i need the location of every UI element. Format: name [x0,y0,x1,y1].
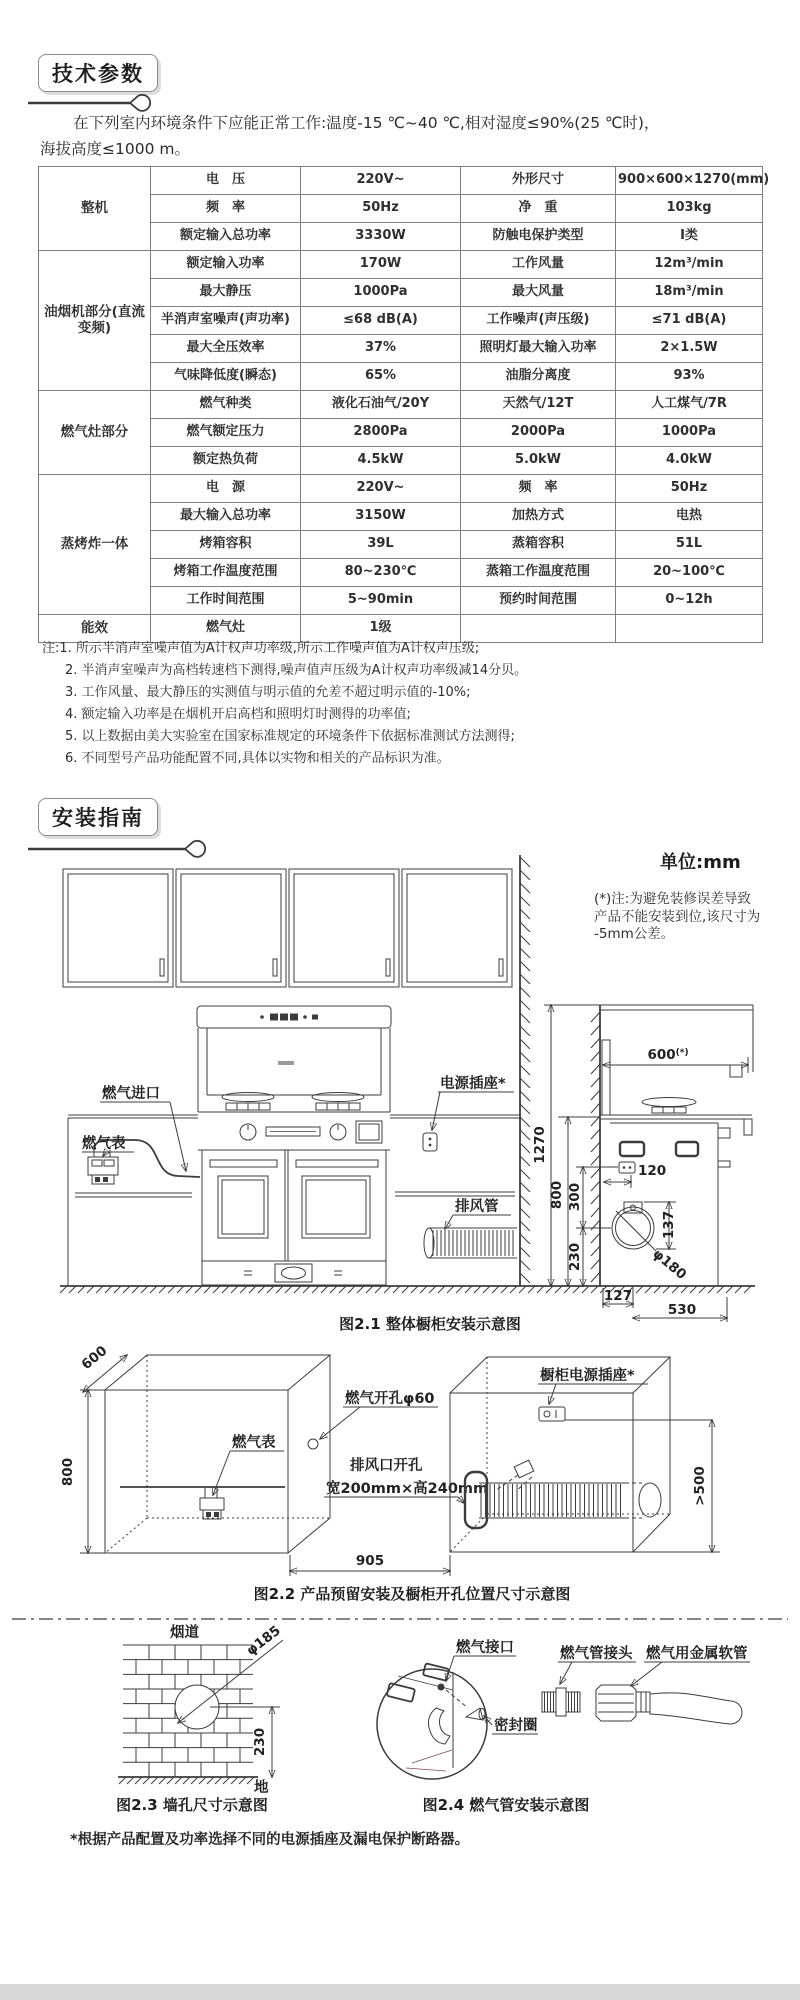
spec-table [38,166,770,643]
gas-port-label: 燃气接口 [456,1640,514,1656]
section-title-install-guide [38,798,158,836]
power-socket-symbol [423,1133,437,1151]
fig24-detail-circle [377,1663,487,1779]
right-counter [390,1115,520,1196]
spec-cell: 燃气灶 [151,615,301,643]
spec-cell: 3330W [301,223,461,251]
vent-hole-label-2: 宽200mm×高240mm [326,1481,489,1497]
spec-cell: 最大全压效率 [151,335,301,363]
spec-group-cell: 能效 [39,615,151,643]
right-cabinet-box [450,1357,712,1552]
spec-cell: 燃气额定压力 [151,419,301,447]
hood-control-icons [260,1014,318,1021]
spec-cell: 最大静压 [151,279,301,307]
spec-cell: 2800Pa [301,419,461,447]
oven-handle [210,1160,277,1167]
bottom-gray-bar [0,1984,800,2000]
fig22-labels [213,1366,648,1503]
gas-meter-label: 燃气表 [82,1136,126,1152]
spec-cell: 5~90min [301,587,461,615]
spec-cell: 最大风量 [461,279,616,307]
dim-800-label: 800 [549,1180,565,1210]
pipe-fittings-drawing [542,1685,742,1724]
spec-cell: 频 率 [461,475,616,503]
spec-cell: 93% [616,363,763,391]
dim-phi185-label: φ185 [243,1622,284,1660]
spec-cell: 2×1.5W [616,335,763,363]
spec-cell: 4.5kW [301,447,461,475]
spec-cell: 4.0kW [616,447,763,475]
figure-2-1-installation-diagram [0,845,800,1380]
intro-paragraph [40,110,770,162]
spec-cell: 烤箱容积 [151,531,301,559]
footnote: *根据产品配置及功率选择不同的电源插座及漏电保护断路器。 [70,1832,470,1848]
dim-230-label: 230 [567,1242,583,1272]
left-cabinet-box [105,1355,330,1553]
dim-530-label: 530 [667,1302,697,1318]
section-title-tech-params [38,54,158,92]
spec-cell: 170W [301,251,461,279]
spec-cell: 烤箱工作温度范围 [151,559,301,587]
spec-cell: 额定热负荷 [151,447,301,475]
spec-cell: 51L [616,531,763,559]
spec-cell: 39L [301,531,461,559]
hatched-wall-front [520,855,530,1286]
note-line: 3. 工作风量、最大静压的实测值与明示值的允差不超过明示值的-10%; [65,685,471,700]
spec-cell: 103kg [616,195,763,223]
power-socket-label: 电源插座* [440,1076,506,1092]
dim-500-label: >500 [692,1466,708,1506]
figure-2-3-caption: 图2.3 墙孔尺寸示意图 [116,1796,268,1814]
spec-cell: 外形尺寸 [461,167,616,195]
dim-600-label: 600(*) [647,1047,689,1063]
spec-cell: 加热方式 [461,503,616,531]
note-line: 注:1. 所示半消声室噪声值为A计权声功率级,所示工作噪声值为A计权声压级; [42,641,480,656]
exhaust-duct-label: 排风管 [455,1199,499,1215]
spec-cell: 额定输入功率 [151,251,301,279]
pipe-joint-label: 燃气管接头 [560,1646,633,1662]
notes-list [42,638,762,770]
note-line: 2. 半消声室噪声为高档转速档下测得,噪声值声压级为A计权声功率级减14分贝。 [65,663,528,678]
note-line: 5. 以上数据由美大实验室在国家标准规定的环境条件下依据标准测试方法测得; [65,729,515,744]
spec-cell: I类 [616,223,763,251]
spec-cell: 额定输入总功率 [151,223,301,251]
spec-cell: ≤71 dB(A) [616,307,763,335]
spec-cell: 37% [301,335,461,363]
spec-cell: 1000Pa [616,419,763,447]
gas-meter-label: 燃气表 [232,1435,276,1451]
spec-cell: 65% [301,363,461,391]
cabinet-socket-label: 橱柜电源插座* [540,1368,635,1384]
dim-600-label: 600 [78,1342,111,1374]
spec-cell: 电 压 [151,167,301,195]
spec-cell: 净 重 [461,195,616,223]
figure-labels-front [81,1074,514,1229]
gas-inlet-label: 燃气进口 [102,1086,160,1102]
spec-cell: 0~12h [616,587,763,615]
figure-2-4-caption: 图2.4 燃气管安装示意图 [422,1796,590,1814]
exhaust-duct-drawing [424,1228,517,1258]
install-guide-title-text: 安装指南 [52,806,144,830]
spec-cell: 220V~ [301,167,461,195]
spec-group-cell: 油烟机部分(直流变频) [39,251,151,391]
ground-line [60,1286,755,1293]
tolerance-note-line: 产品不能安装到位,该尺寸为 [594,908,761,925]
spec-cell: 电 源 [151,475,301,503]
dim-905-label: 905 [355,1553,385,1569]
dim-phi180-label: φ180 [649,1245,690,1283]
cabinet-socket-symbol [539,1407,565,1421]
wall-cabinets [63,869,512,987]
spec-cell: 最大输入总功率 [151,503,301,531]
spec-cell: 蒸箱容积 [461,531,616,559]
oven-handle [296,1160,378,1167]
spec-group-cell: 整机 [39,167,151,251]
seal-ring-label: 密封圈 [494,1718,538,1734]
spec-cell: 防触电保护类型 [461,223,616,251]
spec-cell: 50Hz [616,475,763,503]
appliance-front-view [197,1006,391,1285]
spec-cell: 18m³/min [616,279,763,307]
spec-cell: 50Hz [301,195,461,223]
intro-line-2: 海拔高度≤1000 m。 [40,140,190,158]
tolerance-note-line: (*)注:为避免装修误差导致 [594,891,751,907]
dim-300-label: 300 [567,1182,583,1212]
figure-2-1-caption: 图2.1 整体橱柜安装示意图 [339,1315,521,1333]
tolerance-note-line: -5mm公差。 [594,926,675,942]
dim-1270-label: 1270 [532,1126,548,1164]
spec-cell: 电热 [616,503,763,531]
vent-hole-label-1: 排风口开孔 [350,1458,423,1474]
dim-120-label: 120 [638,1163,667,1179]
figure-2-3-2-4-diagrams [0,1620,800,1810]
gas-hole-label: 燃气开孔φ60 [345,1391,435,1407]
dim-137-label: 137 [661,1210,677,1240]
ground-label: 地 [254,1780,269,1796]
spec-cell: ≤68 dB(A) [301,307,461,335]
spec-group-cell: 蒸烤炸一体 [39,475,151,615]
dim-230-label: 230 [252,1727,268,1757]
spec-cell: 半消声室噪声(声功率) [151,307,301,335]
fig22-dimension-right [633,1420,720,1552]
spec-cell: 工作时间范围 [151,587,301,615]
intro-line-1: 在下列室内环境条件下应能正常工作:温度-15 ℃~40 ℃,相对湿度≤90%(25 ℃时)， [73,114,660,132]
spec-group-cell: 燃气灶部分 [39,391,151,475]
spec-cell: 频 率 [151,195,301,223]
metal-hose-label: 燃气用金属软管 [646,1646,748,1662]
dim-127-label: 127 [603,1288,633,1304]
note-line: 4. 额定输入功率是在烟机开启高档和照明灯时测得的功率值; [65,707,411,722]
dimension-annotations [532,1005,748,1322]
spec-cell: 油脂分离度 [461,363,616,391]
spec-cell: 蒸箱工作温度范围 [461,559,616,587]
duct-exit-hole [639,1483,661,1517]
figure-2-2-caption: 图2.2 产品预留安装及橱柜开孔位置尺寸示意图 [253,1585,571,1603]
spec-cell: 人工煤气/7R [616,391,763,419]
spec-cell: 工作风量 [461,251,616,279]
spec-cell: 5.0kW [461,447,616,475]
unit-label: 单位:mm [660,852,741,873]
spec-cell: 预约时间范围 [461,587,616,615]
spec-cell: 900×600×1270(mm) [616,167,763,195]
spec-cell: 气味降低度(瞬态) [151,363,301,391]
spec-cell: 1级 [301,615,461,643]
spec-cell: 3150W [301,503,461,531]
flue-label: 烟道 [170,1625,199,1641]
spec-cell: 天然气/12T [461,391,616,419]
spec-cell: 80~230℃ [301,559,461,587]
figure-2-2-cutout-diagram [0,1342,800,1593]
spec-cell: 220V~ [301,475,461,503]
spec-cell: 20~100℃ [616,559,763,587]
dim-800-label: 800 [60,1457,76,1487]
spec-cell: 照明灯最大输入功率 [461,335,616,363]
spec-cell: 1000Pa [301,279,461,307]
spec-cell: 12m³/min [616,251,763,279]
spec-cell: 液化石油气/20Y [301,391,461,419]
tech-params-title-text: 技术参数 [52,62,144,86]
note-line: 6. 不同型号产品功能配置不同,具体以实物和相关的产品标识为准。 [65,751,450,766]
spec-cell: 2000Pa [461,419,616,447]
gas-hole-circle [308,1439,318,1449]
brand-mark [278,1061,294,1065]
spec-cell: 燃气种类 [151,391,301,419]
spec-cell: 工作噪声(声压级) [461,307,616,335]
